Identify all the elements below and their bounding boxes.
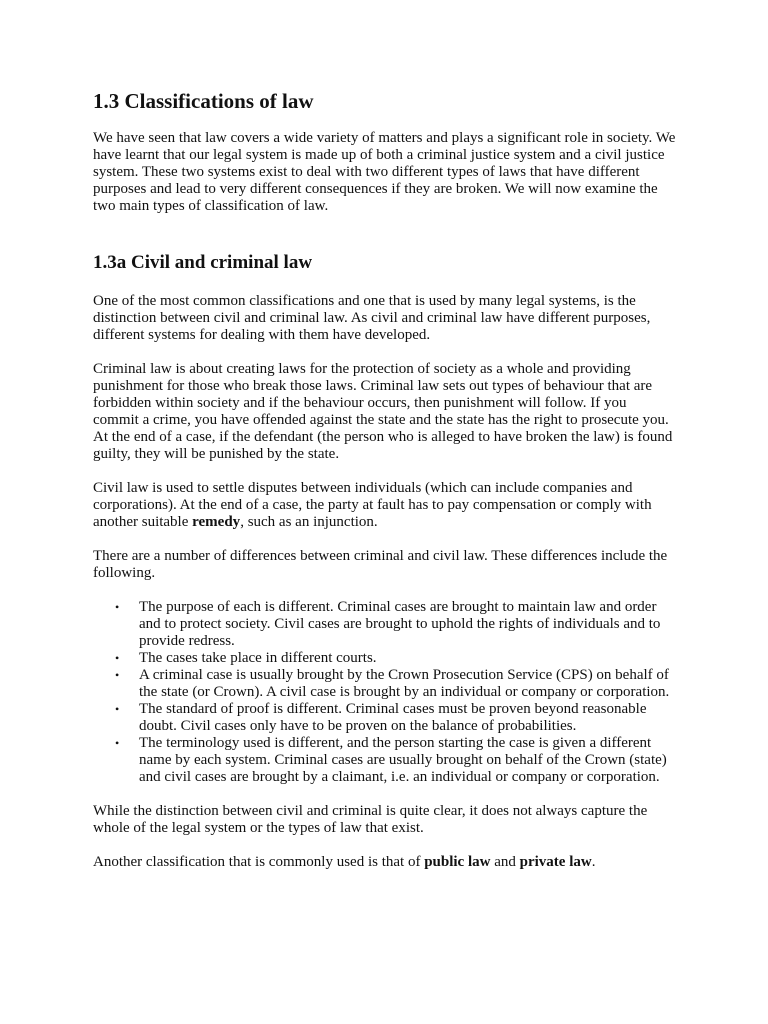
list-item (115, 701, 676, 735)
term-remedy: remedy (192, 514, 241, 530)
differences-list (93, 599, 676, 786)
list-item-text: A criminal case is usually brought by the Crown Prosecution Service (CPS) on behalf of the state (or Crown). A civil case is brought by an individual or company or corporation. (139, 667, 670, 700)
paragraph-distinction: While the distinction between civil and criminal is quite clear, it does not always capture the whole of the legal system or the types of law that exist. (93, 803, 648, 836)
list-item-text: The purpose of each is different. Criminal cases are brought to maintain law and order and to protect society. Civil cases are brought to uphold the rights of individuals and to provide redress. (139, 599, 661, 649)
term-private-law: private law (519, 854, 592, 870)
bullet-icon: • (115, 651, 120, 665)
public-private-conjunction: and (490, 854, 520, 870)
paragraph-criminal-law: Criminal law is about creating laws for the protection of society as a whole and providing punishment for those who break those laws. Criminal law sets out types of behaviour that are forbidden within society and if the behaviour occurs, then punishment will follow. If you commit a crime, you have offended against the state and the state has the right to prosecute you. At the end of a case, if the defendant (the person who is alleged to have broken the law) is found guilty, they will be punished by the state. (93, 361, 673, 462)
list-item-text: The terminology used is different, and the person starting the case is given a different name by each system. Criminal cases are usually brought on behalf of the Crown (state) and civil cases are brought by a claimant, i.e. an individual or company or corporation. (139, 735, 667, 785)
list-item-text: The standard of proof is different. Criminal cases must be proven beyond reasonable doubt. Civil cases only have to be proven on the balance of probabilities. (139, 701, 647, 734)
paragraph-civil-law (93, 480, 676, 531)
intro-paragraph: We have seen that law covers a wide variety of matters and plays a significant role in society. We have learnt that our legal system is made up of both a criminal justice system and a civil justice system. These two systems exist to deal with two different types of laws that have different purposes and lead to very different consequences if they are broken. We will now examine the two main types of classification of law. (93, 130, 676, 214)
list-item (115, 599, 676, 650)
bullet-icon: • (115, 668, 120, 682)
list-item (115, 667, 676, 701)
section-heading-classifications: 1.3 Classifications of law (93, 89, 314, 113)
bullet-icon: • (115, 600, 120, 614)
civil-law-text-end: , such as an injunction. (240, 514, 378, 530)
public-private-period: . (591, 854, 596, 870)
list-item (115, 650, 676, 667)
list-item-text: The cases take place in different courts. (139, 650, 377, 666)
term-public-law: public law (424, 854, 491, 870)
section-heading-civil-criminal: 1.3a Civil and criminal law (93, 252, 313, 273)
civil-law-text: Civil law is used to settle disputes between individuals (which can include companies and corporations). At the end of a case, the party at fault has to pay compensation or comply with another suitable (93, 480, 652, 530)
paragraph-differences-intro: There are a number of differences between criminal and civil law. These differences include the following. (93, 548, 668, 581)
bullet-icon: • (115, 702, 120, 716)
paragraph-common-classifications: One of the most common classifications and one that is used by many legal systems, is the distinction between civil and criminal law. As civil and criminal law have different purposes, different systems for dealing with them have developed. (93, 293, 651, 343)
paragraph-public-private (93, 854, 676, 871)
public-private-text: Another classification that is commonly used is that of (93, 854, 425, 870)
list-item (115, 735, 676, 786)
bullet-icon: • (115, 736, 120, 750)
